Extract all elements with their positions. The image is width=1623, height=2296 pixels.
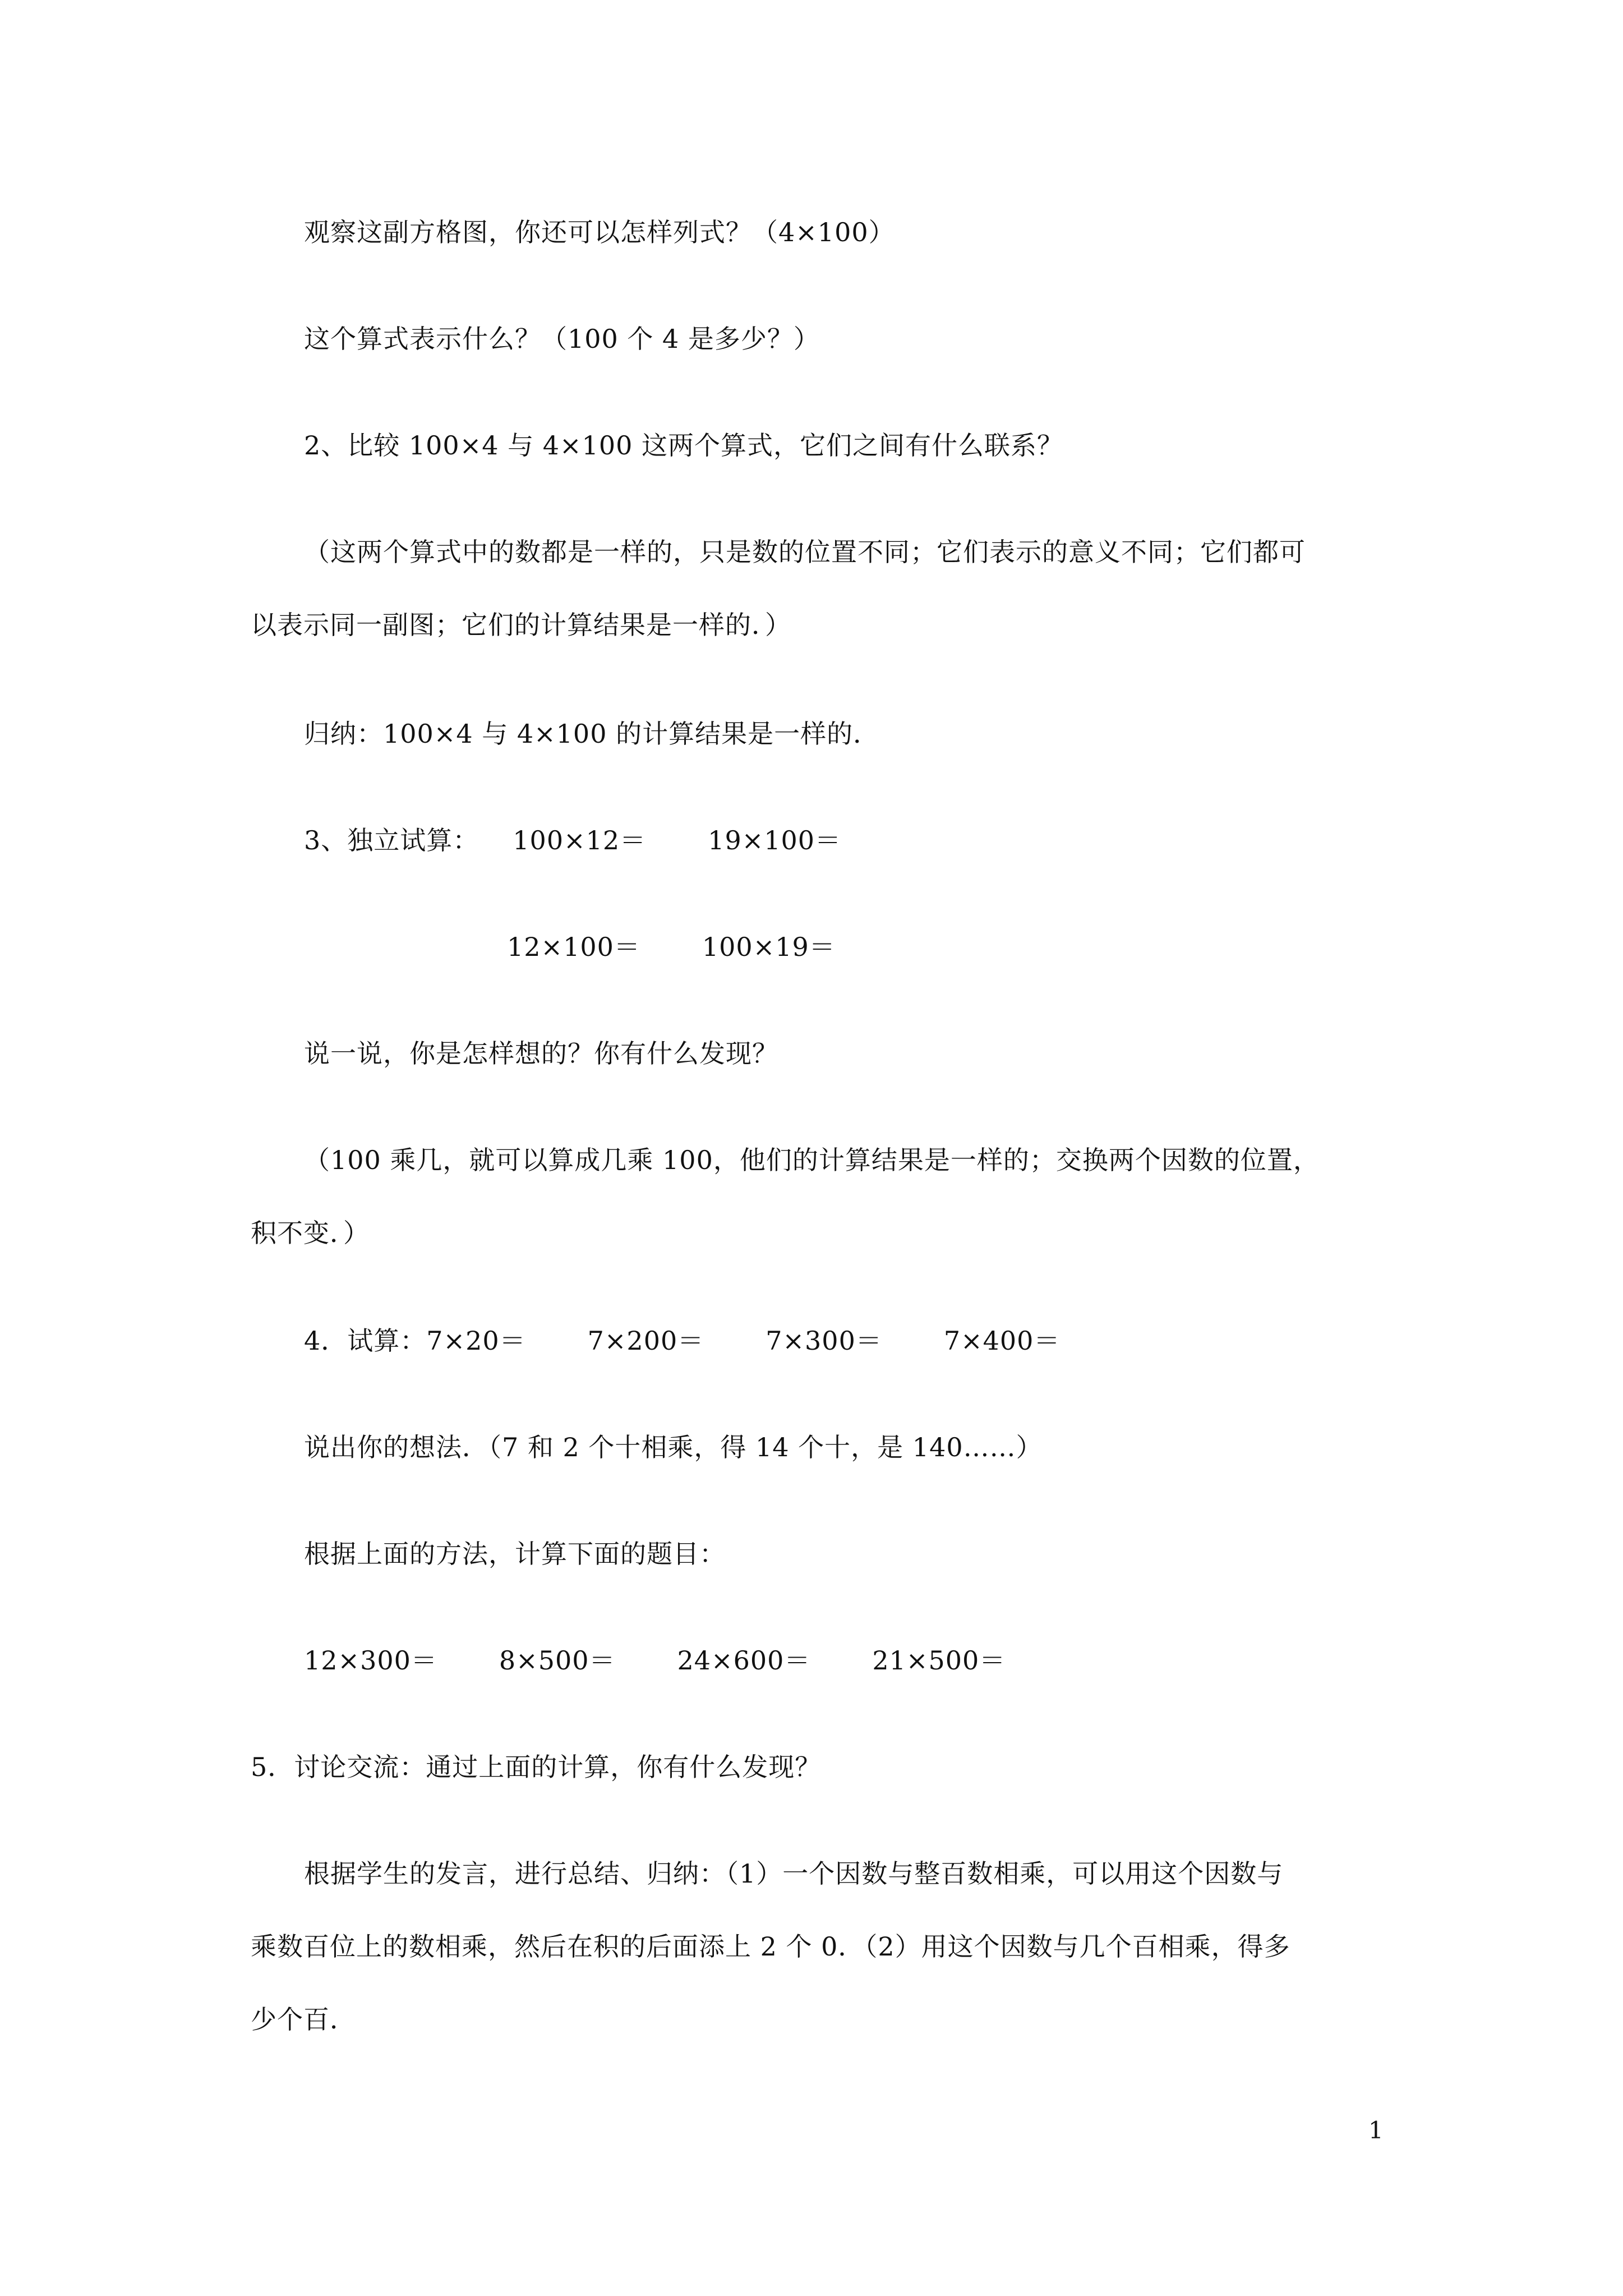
exercise-label: 3、独立试算： [304, 825, 479, 855]
page-number: 1 [1368, 2116, 1384, 2144]
equation: 7×20＝ [426, 1326, 526, 1356]
equation: 8×500＝ [499, 1645, 616, 1676]
text-line: 说出你的想法．（7 和 2 个十相乘，得 14 个十，是 140……） [304, 1432, 1043, 1462]
text-line: （这两个算式中的数都是一样的，只是数的位置不同；它们表示的意义不同；它们都可 [304, 537, 1306, 567]
text-line: 根据上面的方法，计算下面的题目： [304, 1539, 726, 1569]
exercise-line [304, 1324, 1060, 1358]
equation: 21×500＝ [872, 1645, 1006, 1676]
text-line: 5．讨论交流：通过上面的计算，你有什么发现？ [251, 1752, 822, 1782]
equation: 7×400＝ [943, 1326, 1061, 1356]
equation: 100×12＝ [513, 825, 647, 855]
text-line: 根据学生的发言，进行总结、归纳：（1）一个因数与整百数相乘，可以用这个因数与 [304, 1858, 1284, 1889]
equation: 12×300＝ [304, 1645, 437, 1676]
equation: 7×300＝ [766, 1326, 882, 1356]
text-line: 2、比较 100×4 与 4×100 这两个算式，它们之间有什么联系？ [304, 430, 1063, 461]
text-line: 少个百． [251, 2004, 356, 2035]
exercise-line [507, 930, 836, 964]
text-line: 说一说，你是怎样想的？你有什么发现？ [304, 1038, 778, 1069]
exercise-line [304, 823, 841, 857]
text-line: 归纳：100×4 与 4×100 的计算结果是一样的． [304, 719, 880, 749]
equation: 7×200＝ [587, 1326, 704, 1356]
exercise-line [304, 1644, 1006, 1677]
equation: 24×600＝ [677, 1645, 811, 1676]
text-line: 积不变．） [251, 1218, 370, 1248]
equation: 19×100＝ [708, 825, 842, 855]
text-line: 乘数百位上的数相乘，然后在积的后面添上 2 个 0．（2）用这个因数与几个百相乘，得多 [251, 1931, 1290, 1962]
text-line: 以表示同一副图；它们的计算结果是一样的．） [251, 610, 791, 640]
text-line: 观察这副方格图，你还可以怎样列式？（4×100） [304, 217, 895, 247]
equation: 12×100＝ [507, 932, 640, 962]
exercise-label: 4．试算： [304, 1326, 427, 1356]
text-line: 这个算式表示什么？（100 个 4 是多少？） [304, 324, 820, 354]
text-line: （100 乘几，就可以算成几乘 100，他们的计算结果是一样的；交换两个因数的位置， [304, 1145, 1320, 1175]
equation: 100×19＝ [702, 932, 836, 962]
